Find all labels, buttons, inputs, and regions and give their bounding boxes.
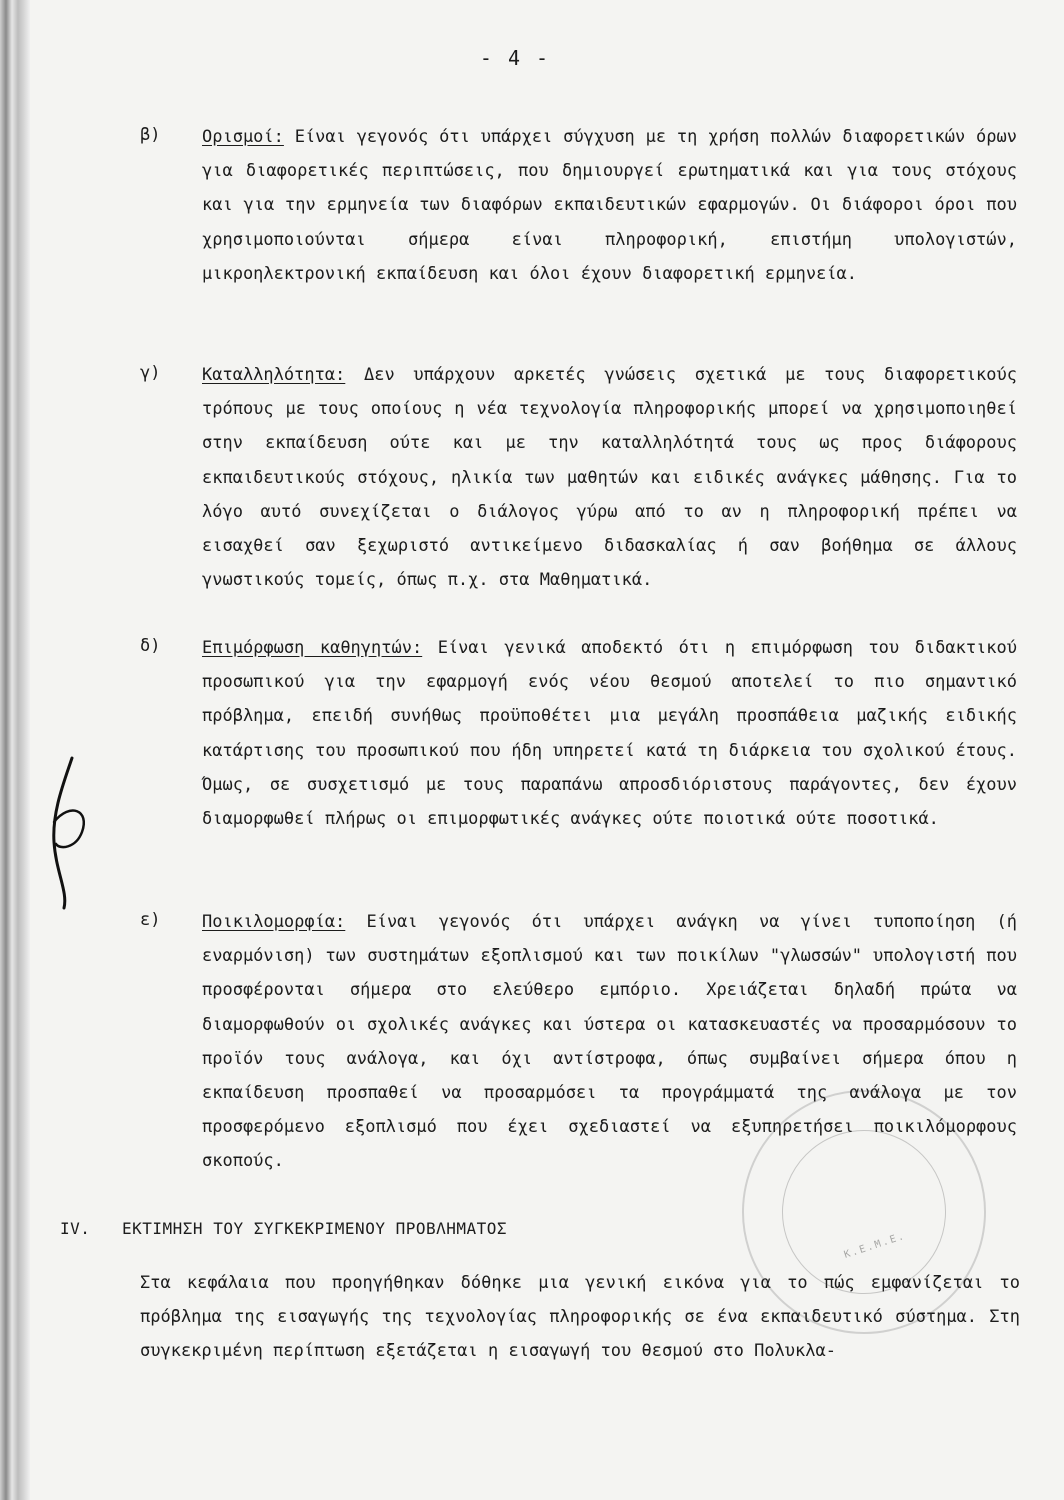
- binding-edge: [0, 0, 30, 1500]
- stamp-label: Κ.Ε.Μ.Ε.: [842, 1230, 908, 1261]
- item-term: Επιμόρφωση καθηγητών:: [202, 638, 423, 658]
- page-number: - 4 -: [479, 46, 551, 70]
- item-text: Είναι γεγονός ότι υπάρχει σύγχυση με τη χρήση πολλών διαφορετικών όρων για διαφορετικές περιπτώσεις, που δημιουργεί ερωτηματικά και για τους στόχους και για την ερμηνεία των διαφόρων εκπαιδευτικών εφαρμογών. Οι διάφοροι όροι που χρησιμοποιούνται σήμερα είναι πληροφορική, επιστήμη υπολογιστών, μικροηλεκτρονική εκπαίδευση και όλοι έχουν διαφορετική ερμηνεία.: [202, 127, 1017, 284]
- section-number: IV.: [60, 1219, 91, 1238]
- item-marker: δ): [140, 636, 161, 656]
- item-paragraph: [202, 631, 1017, 836]
- item-term: Ορισμοί:: [202, 127, 284, 147]
- item-marker: γ): [140, 363, 161, 383]
- item-term: Καταλληλότητα:: [202, 365, 346, 385]
- item-text: Είναι γενικά αποδεκτό ότι η επιμόρφωση του διδακτικού προσωπικού για την εφαρμογή ενός νέου θεσμού αποτελεί το πιο σημαντικό πρόβλημα, επειδή συνήθως προϋποθέτει μια μεγάλη προσπάθεια μαζικής ειδικής κατάρτισης του προσωπικού που ήδη υπηρετεί κατά τη διάρκεια του σχολικού έτους. Όμως, σε συσχετισμό με τους παραπάνω απροσδιόριστους παράγοντες, δεν έχουν διαμορφωθεί πλήρως οι επιμορφωτικές ανάγκες ούτε ποιοτικά ούτε ποσοτικά.: [202, 638, 1017, 830]
- item-marker: ε): [140, 910, 161, 930]
- item-text: Δεν υπάρχουν αρκετές γνώσεις σχετικά με τους διαφορετικούς τρόπους με τους οποίους η νέα τεχνολογία πληροφορικής μπορεί να χρησιμοποιηθεί στην εκπαίδευση ούτε και με την καταλληλότητά τους ως προς διάφορους εκπαιδευτικούς στόχους, ηλικία των μαθητών και ειδικές ανάγκες μάθησης. Για το λόγο αυτό συνεχίζεται ο διάλογος γύρω από το αν η πληροφορική πρέπει να εισαχθεί σαν ξεχωριστό αντικείμενο διδασκαλίας ή σαν βοήθημα σε άλλους γνωστικούς τομείς, όπως π.χ. στα Μαθηματικά.: [202, 365, 1017, 591]
- section-title: ΕΚΤΙΜΗΣΗ ΤΟΥ ΣΥΓΚΕΚΡΙΜΕΝΟΥ ΠΡΟΒΛΗΜΑΤΟΣ: [122, 1219, 508, 1238]
- item-paragraph: [202, 120, 1017, 291]
- item-marker: β): [140, 125, 161, 145]
- item-text: Είναι γεγονός ότι υπάρχει ανάγκη να γίνει τυποποίηση (ή εναρμόνιση) των συστημάτων εξοπλισμού και των ποικίλων "γλωσσών" υπολογιστή που προσφέρονται σήμερα στο ελεύθερο εμπόριο. Χρειάζεται δηλαδή πρώτα να διαμορφωθούν οι σχολικές ανάγκες και ύστερα οι κατασκευαστές να προσαρμόσουν το προϊόν τους ανάλογα, και όχι αντίστροφα, όπως συμβαίνει σήμερα όπου η εκπαίδευση προσπαθεί να προσαρμόσει τα προγράμματά της ανάλογα με τον προσφερόμενο εξοπλισμό που έχει σχεδιαστεί να εξυπηρετήσει ποικιλόμορφους σκοπούς.: [202, 912, 1017, 1172]
- item-paragraph: [202, 358, 1017, 597]
- handwritten-mark: [30, 752, 100, 912]
- section-heading: [60, 1219, 860, 1238]
- item-term: Ποικιλομορφία:: [202, 912, 346, 932]
- section-paragraph: Στα κεφάλαια που προηγήθηκαν δόθηκε μια γενική εικόνα για το πώς εμφανίζεται το πρόβλημα της εισαγωγής της τεχνολογίας πληροφορικής σε ένα εκπαιδευτικό σύστημα. Στη συγκεκριμένη περίπτωση εξετάζεται η εισαγωγή του θεσμού στο Πολυκλα-: [140, 1273, 1020, 1362]
